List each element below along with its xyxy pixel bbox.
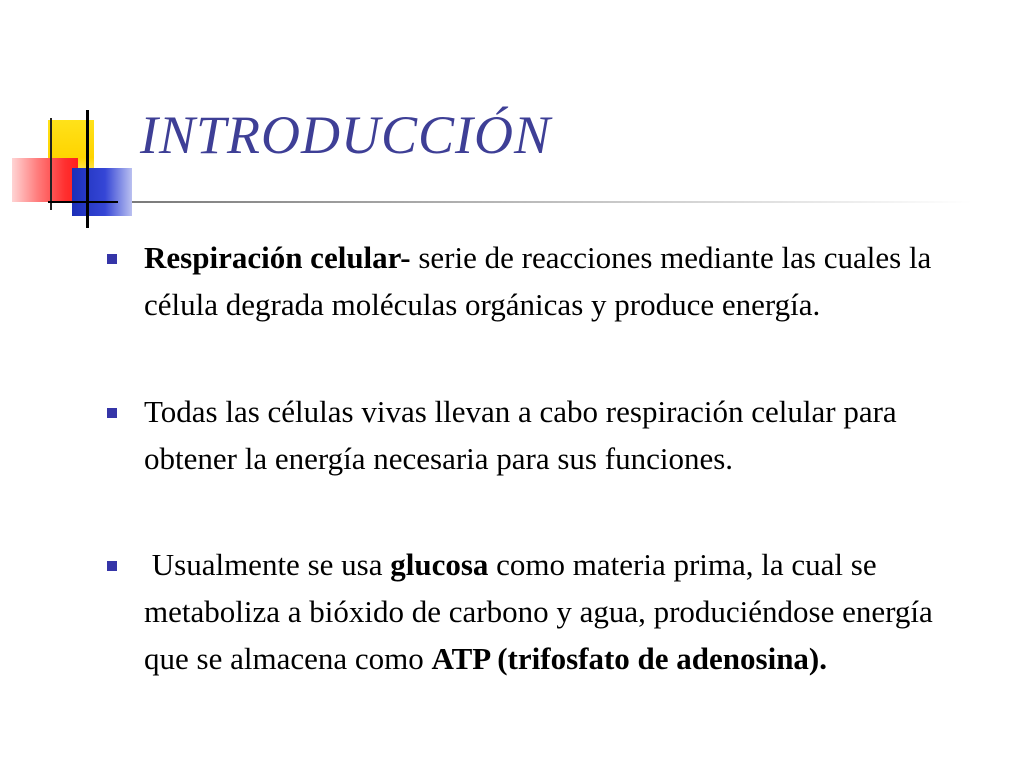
- bullet-body-part1: Usualmente se usa: [144, 547, 391, 582]
- red-block: [12, 158, 78, 202]
- bullet-text: [144, 541, 964, 682]
- logo-vertical-line-left: [50, 118, 52, 210]
- logo-vertical-line: [86, 110, 89, 228]
- title-divider: [132, 201, 972, 203]
- slide-title: INTRODUCCIÓN: [140, 105, 552, 165]
- bullet-body-part2: como materia prima, la cual se metaboliza a bióxido de carbono y agua, produciéndose energía que se almacena como: [144, 547, 941, 676]
- blue-block: [72, 168, 132, 216]
- decorative-color-blocks-icon: [0, 0, 160, 240]
- square-bullet-icon: [107, 254, 117, 264]
- bullet-bold-glucosa: glucosa: [390, 547, 489, 582]
- bullet-bold-lead: Respiración celular-: [144, 240, 411, 275]
- bullet-text: [144, 234, 964, 328]
- logo-horizontal-line: [48, 201, 118, 203]
- bullet-bold-atp: ATP (trifosfato de adenosina).: [431, 641, 828, 676]
- square-bullet-icon: [107, 561, 117, 571]
- bullet-body: Todas las células vivas llevan a cabo respiración celular para obtener la energía necesaria para sus funciones.: [144, 394, 897, 476]
- bullet-text: [144, 388, 964, 482]
- square-bullet-icon: [107, 408, 117, 418]
- bullet-body: serie de reacciones mediante las cuales la célula degrada moléculas orgánicas y produce energía.: [144, 240, 932, 322]
